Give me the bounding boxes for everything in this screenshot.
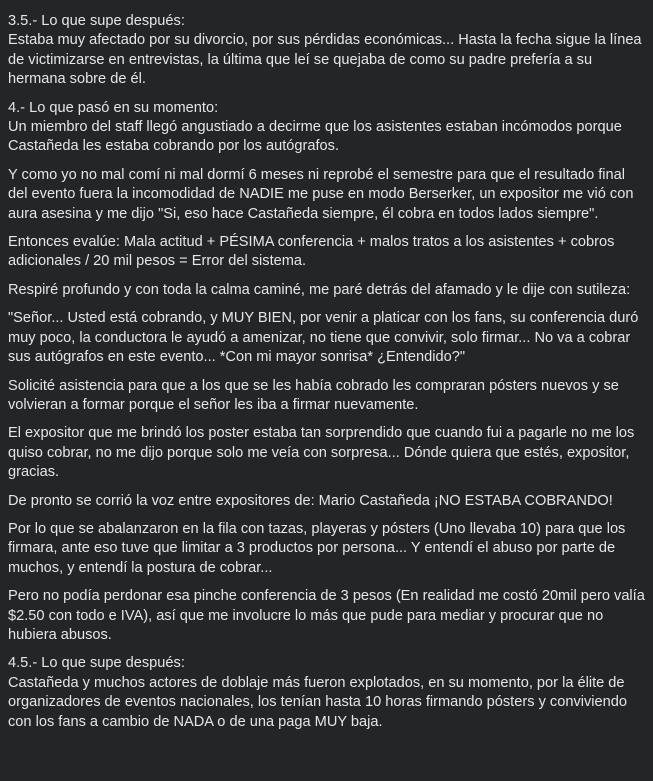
paragraph-section-3-5: 3.5.- Lo que supe después: Estaba muy afectado por su divorcio, por sus pérdidas económicas... Hasta la fecha sigue la línea de victimizarse en entrevistas, la última que leí se quejaba de como su padre prefería a su hermana sobre de él.: [8, 13, 642, 88]
paragraph-breath: Respiré profundo y con toda la calma caminé, me paré detrás del afamado y le dije con sutileza:: [8, 281, 631, 298]
paragraph-conference: Pero no podía perdonar esa pinche conferencia de 3 pesos (En realidad me costó 20mil pero valía $2.50 con todo e IVA), así que me involucre lo más que pude para mediar y procurar que no hubiera abusos.: [8, 588, 645, 643]
paragraph-rumor: De pronto se corrió la voz entre expositores de: Mario Castañeda ¡NO ESTABA COBRANDO!: [8, 492, 613, 509]
paragraph-berserker: Y como yo no mal comí ni mal dormí 6 meses ni reprobé el semestre para que el resultado final del evento fuera la incomodidad de NADIE me puse en modo Berserker, un expositor me vió con aura asesina y me dijo "Si, eso hace Castañeda siempre, él cobra en todos lados siempre".: [8, 166, 634, 222]
paragraph-rush: Por lo que se abalanzaron en la fila con tazas, playeras y pósters (Uno llevaba 10) para que los firmara, ante eso tuve que limitar a 3 productos por persona... Y entendí el abuso por parte de muchos, y entendí la postura de cobrar...: [8, 520, 626, 576]
paragraph-assistance: Solicité asistencia para que a los que se les había cobrado les compraran pósters nuevos y se volvieran a formar porque el señor les iba a firmar nuevamente.: [8, 377, 619, 413]
paragraph-quote: "Señor... Usted está cobrando, y MUY BIEN, por venir a platicar con los fans, su conferencia duró muy poco, la conductora le ayudó a amenizar, no tiene que convivir, solo firmar... No va a cobrar sus autógrafos en este evento... *Con mi mayor sonrisa* ¿Entendido?": [8, 310, 639, 366]
paragraph-section-4-5: 4.5.- Lo que supe después: Castañeda y muchos actores de doblaje más fueron explotados, en su momento, por la élite de organizadores de eventos nacionales, los tenían hasta 10 horas firmando pósters y conviviendo con los fans a cambio de NADA o de una paga MUY baja.: [8, 655, 627, 730]
paragraph-exhibitor: El expositor que me brindó los poster estaba tan sorprendido que cuando fui a pagarle no me los quiso cobrar, no me dijo porque solo me veía con sorpresa... Dónde quiera que estés, expositor, gracias.: [8, 425, 635, 481]
paragraph-evaluation: Entonces evalúe: Mala actitud + PÉSIMA conferencia + malos tratos a los asistentes + cobros adicionales / 20 mil pesos = Error del sistema.: [8, 234, 615, 270]
paragraph-section-4: 4.- Lo que pasó en su momento: Un miembro del staff llegó angustiado a decirme que los asistentes estaban incómodos porque Castañeda les estaba cobrando por los autógrafos.: [8, 99, 622, 155]
